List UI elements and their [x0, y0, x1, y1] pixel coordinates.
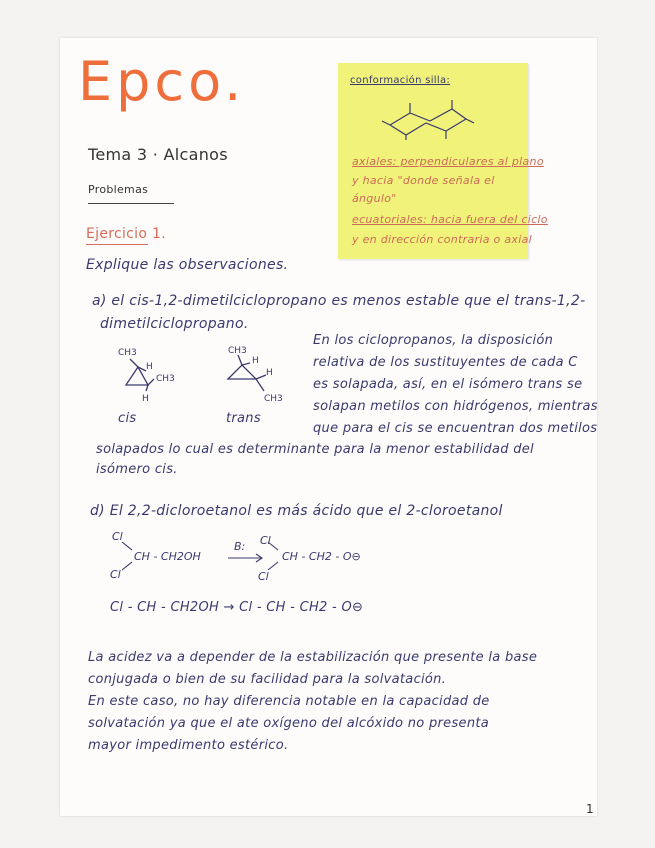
trans-h-top: H	[252, 356, 259, 366]
trans-ch3-bottom: CH3	[264, 394, 283, 404]
note-line: y hacia "donde señala el	[352, 174, 495, 187]
part-d-statement: d) El 2,2-dicloroetanol es más ácido que el 2-cloroetanol	[90, 503, 503, 519]
note-line: ecuatoriales: hacia fuera del ciclo	[352, 213, 548, 226]
cis-ch3-right: CH3	[156, 374, 175, 384]
sticky-note	[338, 63, 548, 259]
explanation-line: es solapada, así, en el isómero trans se	[313, 377, 583, 392]
cis-h-bottom: H	[142, 394, 149, 404]
part-a-statement: a) el cis-1,2-dimetilciclopropano es menos estable que el trans-1,2-	[92, 293, 586, 309]
exercise-underline	[86, 244, 148, 245]
conclusion-line: En este caso, no hay diferencia notable en la capacidad de	[88, 694, 490, 709]
exercise-label: Ejercicio 1.	[86, 226, 166, 242]
explanation-line: En los ciclopropanos, la disposición	[313, 333, 554, 348]
trans-label: trans	[226, 411, 261, 426]
part-a-statement-cont: dimetilciclopropano.	[100, 316, 249, 332]
section-underline	[88, 203, 174, 204]
chair-conformation-drawing	[380, 99, 476, 141]
explanation-continuation: solapados lo cual es determinante para la menor estabilidad del	[96, 442, 534, 457]
trans-ch3-top: CH3	[228, 346, 247, 356]
explanation-line: solapan metilos con hidrógenos, mientras	[313, 399, 598, 414]
cis-label: cis	[118, 411, 137, 426]
page-title: Epco.	[78, 50, 246, 113]
cl-label: Cl	[258, 570, 269, 583]
conclusion-line: conjugada o bien de su facilidad para la solvatación.	[88, 672, 447, 687]
conclusion-line: La acidez va a depender de la estabilización que presente la base	[88, 650, 538, 665]
note-title: conformación silla:	[350, 75, 451, 86]
cyclopropane-structures	[108, 345, 298, 409]
conclusion-line: solvatación ya que el ate oxígeno del alcóxido no presenta	[88, 716, 490, 731]
base-label: B:	[234, 540, 246, 553]
rxn1-right: CH - CH2 - O⊖	[282, 550, 361, 563]
note-line: ángulo"	[352, 192, 397, 205]
cis-h-top: H	[146, 362, 153, 372]
cl-label: Cl	[260, 534, 271, 547]
trans-h-right: H	[266, 368, 273, 378]
note-line: y en dirección contraria o axial	[352, 233, 532, 246]
cl-label: Cl	[112, 530, 123, 543]
page-number: 1	[586, 802, 594, 816]
conclusion-line: mayor impedimento estérico.	[88, 738, 289, 753]
rxn1-left: CH - CH2OH	[134, 550, 201, 563]
cis-ch3-top: CH3	[118, 348, 137, 358]
cl-label: Cl	[110, 568, 121, 581]
reaction-chloroethanol: Cl - CH - CH2OH → Cl - CH - CH2 - O⊖	[110, 600, 364, 615]
reaction-dichloroethanol	[108, 530, 408, 586]
explanation-line: que para el cis se encuentran dos metilos	[313, 421, 598, 436]
explanation-continuation: isómero cis.	[96, 462, 178, 477]
instruction-text: Explique las observaciones.	[86, 257, 289, 273]
note-line: axiales: perpendiculares al plano	[352, 155, 544, 168]
section-heading: Problemas	[88, 183, 149, 196]
explanation-line: relativa de los sustituyentes de cada C	[313, 355, 578, 370]
topic-heading: Tema 3 · Alcanos	[88, 145, 228, 164]
